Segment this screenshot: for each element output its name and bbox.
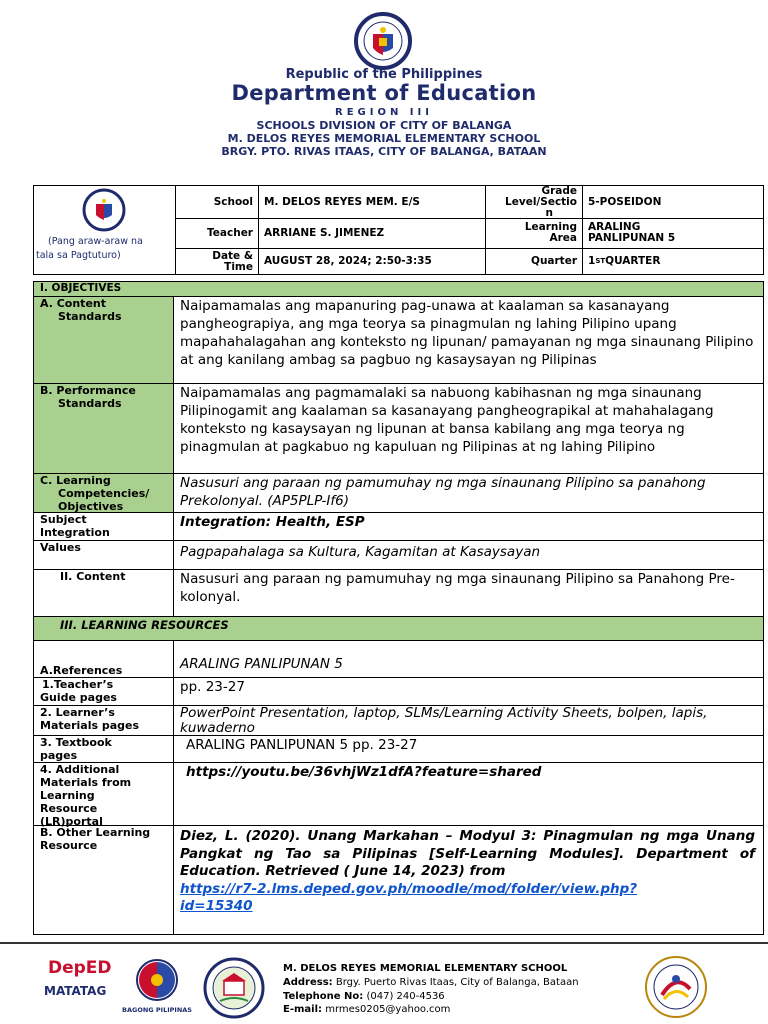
- footer-telephone: Telephone No: (047) 240-4536: [283, 991, 445, 1002]
- content-row: [34, 569, 763, 616]
- objectives-heading: I. OBJECTIVES: [40, 282, 122, 294]
- additional-materials-link[interactable]: https://youtu.be/36vhjWz1dfA?feature=shared: [186, 764, 542, 780]
- footer-school-name: M. DELOS REYES MEMORIAL ELEMENTARY SCHOOL: [283, 963, 568, 974]
- content-standards-row: [34, 296, 763, 383]
- address-heading: BRGY. PTO. RIVAS ITAAS, CITY OF BALANGA, BATAAN: [221, 145, 547, 158]
- date-time-label: Date & Time: [212, 249, 253, 273]
- other-resource-citation: Diez, L. (2020). Unang Markahan – Modyul 3: Pinagmulan ng mga Unang Pangkat ng Tao sa Pilipinas [Self-Learning Modules]. Department of Education. Retrieved ( June 14, 2023) from: [180, 828, 755, 879]
- bagong-pilipinas-emblem-icon: [122, 958, 192, 1002]
- learners-materials-text: PowerPoint Presentation, laptop, SLMs/Learning Activity Sheets, bolpen, lapis, kuwaderno: [180, 705, 708, 736]
- footer-email: E-mail: mrmes0205@yahoo.com: [283, 1004, 451, 1015]
- integration-text: Integration: Health, ESP: [180, 514, 365, 530]
- competencies-row: [34, 473, 763, 512]
- values-label: Values: [34, 541, 174, 569]
- grade-level-value: 5-POSEIDON: [588, 195, 662, 208]
- competencies-label: C. Learning Competencies/ Objectives: [34, 474, 174, 512]
- quarter-label: Quarter: [531, 255, 577, 267]
- competencies-text: Nasusuri ang paraan ng pamumuhay ng mga sinaunang Pilipino sa panahong Prekolonyal. (AP5PLP-If6): [180, 475, 706, 509]
- textbook-text: ARALING PANLIPUNAN 5 pp. 23-27: [186, 737, 418, 753]
- performance-standards-label: B. Performance Standards: [34, 384, 174, 473]
- bagong-pilipinas-logo: BAGONG PILIPINAS: [122, 958, 192, 1014]
- footer-divider: [0, 942, 768, 944]
- deped-seal-logo: [343, 12, 423, 70]
- teacher-label: Teacher: [207, 226, 253, 239]
- learners-materials-label: 2. Learner’s Materials pages: [34, 706, 174, 735]
- references-row: [34, 640, 763, 677]
- teachers-guide-text: pp. 23-27: [180, 679, 245, 695]
- additional-materials-label: 4. Additional Materials from Learning Resource (LR)portal: [34, 763, 174, 825]
- references-label: A.References: [34, 641, 174, 677]
- deped-matatag-logo: DepED MATATAG: [44, 958, 112, 998]
- daily-log-caption: (Pang araw-araw na tala sa Pagtuturo): [36, 236, 143, 261]
- integration-row: [34, 512, 763, 540]
- region-heading: REGION III: [335, 107, 433, 118]
- date-time-value: AUGUST 28, 2024; 2:50-3:35: [264, 255, 432, 267]
- other-resource-label: B. Other Learning Resource: [34, 826, 174, 934]
- republic-heading: Republic of the Philippines: [285, 67, 483, 82]
- values-row: [34, 540, 763, 569]
- lesson-plan-table: [33, 281, 764, 935]
- teachers-guide-row: [34, 677, 763, 705]
- school-seal-logo: [198, 957, 270, 1019]
- performance-standards-row: [34, 383, 763, 473]
- teachers-guide-label: 1.Teacher’s Guide pages: [34, 678, 174, 705]
- values-text: Pagpapahalaga sa Kultura, Kagamitan at Kasaysayan: [180, 544, 541, 560]
- department-heading: Department of Education: [231, 81, 537, 105]
- additional-materials-row: [34, 762, 763, 828]
- quality-award-seal-logo: [640, 955, 712, 1019]
- content-standards-text: Naipamamalas ang mapanuring pag-unawa at kaalaman sa kasanayang pangheograpiya, ang mga teorya sa pinagmulan ng lahing Pilipino upang mapahahalagahan ang konteksto ng lipunan/ pamayanan ng mga sinaunang Pilipino at ang kanilang ambag sa pagbuo ng kasaysayan ng Pilipinas: [180, 298, 754, 368]
- objectives-row: [34, 282, 763, 296]
- grade-level-label: Grade Level/Sectio n: [505, 184, 577, 219]
- deped-seal-small-logo: [74, 188, 134, 233]
- division-heading: SCHOOLS DIVISION OF CITY OF BALANGA: [256, 119, 512, 132]
- learning-resources-heading: III. LEARNING RESOURCES: [60, 618, 229, 632]
- teacher-value: ARRIANE S. JIMENEZ: [264, 226, 385, 239]
- footer-address: Address: Brgy. Puerto Rivas Itaas, City of Balanga, Bataan: [283, 977, 579, 988]
- textbook-label: 3. Textbook pages: [34, 736, 174, 762]
- lesson-info-table: [33, 185, 764, 275]
- textbook-row: [34, 735, 763, 762]
- references-text: ARALING PANLIPUNAN 5: [180, 656, 343, 672]
- integration-label: Subject Integration: [34, 513, 174, 540]
- school-heading: M. DELOS REYES MEMORIAL ELEMENTARY SCHOOL: [227, 132, 541, 145]
- content-label: II. Content: [34, 570, 174, 616]
- performance-standards-text: Naipamamalas ang pagmamalaki sa nabuong kabihasnan ng mga sinaunang Pilipinogamit ang kaalaman sa kasanayang pangheograpikal at mahahalagang konteksto ng kasaysayan ng lipunan at bansa kabilang ang mga teorya ng pinagmulan at pagkabuo ng kapuluan ng Pilipinas at ng lahing Pilipino: [180, 385, 714, 455]
- other-resource-text: [174, 826, 763, 934]
- learning-area-value: ARALING PANLIPUNAN 5: [588, 221, 676, 244]
- other-resource-link[interactable]: https://r7-2.lms.deped.gov.ph/moodle/mod/folder/view.php? id=15340: [180, 880, 638, 914]
- school-label: School: [213, 195, 253, 208]
- learning-area-label: Learning Area: [524, 221, 577, 244]
- content-standards-label: A. Content Standards: [34, 297, 174, 383]
- other-resource-row: [34, 825, 763, 934]
- quarter-value: 1 ST QUARTER: [588, 255, 661, 267]
- learners-materials-row: [34, 705, 763, 735]
- school-value: M. DELOS REYES MEM. E/S: [264, 195, 420, 208]
- learning-resources-row: [34, 616, 763, 640]
- content-text: Nasusuri ang paraan ng pamumuhay ng mga sinaunang Pilipino sa Panahong Pre-kolonyal.: [180, 571, 735, 605]
